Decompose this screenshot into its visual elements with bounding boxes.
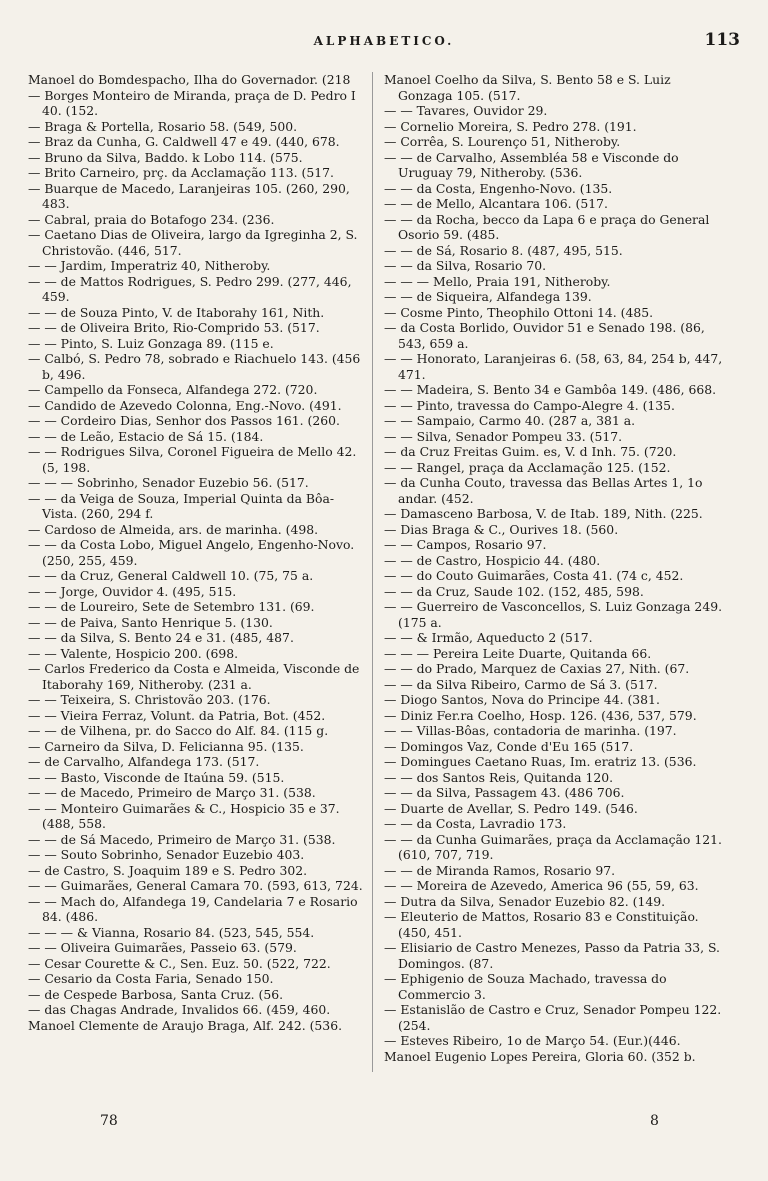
directory-entry: — Borges Monteiro de Miranda, praça de D. Pedro I 40. (152. <box>28 87 356 118</box>
directory-entry: — Diniz Fer.ra Coelho, Hosp. 126. (436, 537, 579. <box>384 707 697 723</box>
directory-entry: — — Teixeira, S. Christovão 203. (176. <box>28 692 271 707</box>
signature-mark-left: 78 <box>100 1113 118 1129</box>
directory-entry: — Bruno da Silva, Baddo. k Lobo 114. (575. <box>28 149 303 165</box>
directory-entry: — — da Cruz, Saude 102. (152, 485, 598. <box>384 583 644 599</box>
directory-entry: — Cosme Pinto, Theophilo Ottoni 14. (485. <box>384 304 654 320</box>
directory-entry: — Calbó, S. Pedro 78, sobrado e Riachuelo 143. (456 b, 496. <box>28 351 361 382</box>
column-divider <box>372 72 373 1072</box>
directory-entry: — Braga & Portella, Rosario 58. (549, 500. <box>28 118 298 134</box>
directory-entry: — Campello da Fonseca, Alfandega 272. (720. <box>28 382 318 397</box>
page-footer <box>0 1113 768 1137</box>
directory-entry: — — Rangel, praça da Acclamação 125. (152. <box>384 459 671 475</box>
directory-entry: — das Chagas Andrade, Invalidos 66. (459, 460. <box>28 1002 331 1017</box>
left-column <box>28 72 368 1033</box>
directory-entry: — de Cespede Barbosa, Santa Cruz. (56. <box>28 986 284 1002</box>
directory-entry: — Braz da Cunha, G. Caldwell 47 e 49. (440, 678. <box>28 134 340 149</box>
directory-entry: — Cesario da Costa Faria, Senado 150. <box>28 971 274 986</box>
directory-entry: — — — Pereira Leite Duarte, Quitanda 66. <box>384 645 652 661</box>
directory-entry: — — da Cunha Guimarães, praça da Acclamação 121. (610, 707, 719. <box>384 831 722 862</box>
directory-entry: — — Guimarães, General Camara 70. (593, 613, 724. <box>28 878 363 893</box>
directory-entry: — — de Mello, Alcantara 106. (517. <box>384 196 608 211</box>
directory-entry: — Dutra da Silva, Senador Euzebio 82. (149. <box>384 893 666 909</box>
right-column <box>384 72 726 1064</box>
directory-entry: — — — Mello, Praia 191, Nitheroby. <box>384 273 611 289</box>
directory-entry: — Diogo Santos, Nova do Principe 44. (381. <box>384 692 660 707</box>
directory-entry: — — Silva, Senador Pompeu 33. (517. <box>384 428 623 444</box>
directory-entry: — — Guerreiro de Vasconcellos, S. Luiz Gonzaga 249. (175 a. <box>384 599 723 630</box>
directory-entry: — — da Cruz, General Caldwell 10. (75, 75 a. <box>28 568 314 583</box>
directory-entry: — — de Vilhena, pr. do Sacco do Alf. 84. (115 g. <box>28 723 329 738</box>
directory-entry: — Dias Braga & C., Ourives 18. (560. <box>384 521 619 537</box>
directory-entry: — — Madeira, S. Bento 34 e Gambôa 149. (486, 668. <box>384 382 717 397</box>
directory-entry: Manoel Coelho da Silva, S. Bento 58 e S. Luiz Gonzaga 105. (517. <box>384 72 671 103</box>
directory-entry: — — Souto Sobrinho, Senador Euzebio 403. <box>28 847 305 862</box>
directory-entry: — — Oliveira Guimarães, Passeio 63. (579. <box>28 940 297 955</box>
directory-entry: — Cardoso de Almeida, ars. de marinha. (498. <box>28 521 319 537</box>
directory-entry: — Damasceno Barbosa, V. de Itab. 189, Nith. (225. <box>384 506 703 521</box>
directory-entry: — — Rodrigues Silva, Coronel Figueira de Mello 42. (5, 198. <box>28 444 357 475</box>
directory-entry: — Buarque de Macedo, Laranjeiras 105. (260, 290, 483. <box>28 180 350 211</box>
directory-entry: — Elisiario de Castro Menezes, Passo da Patria 33, S. Domingos. (87. <box>384 940 720 971</box>
directory-entry: — — de Sá, Rosario 8. (487, 495, 515. <box>384 242 623 258</box>
directory-entry: — — da Silva, Passagem 43. (486 706. <box>384 785 625 800</box>
directory-entry: — — Jorge, Ouvidor 4. (495, 515. <box>28 583 237 599</box>
directory-entry: Manoel Eugenio Lopes Pereira, Gloria 60. (352 b. <box>384 1048 696 1064</box>
directory-entry: — — de Oliveira Brito, Rio-Comprido 53. (517. <box>28 320 320 335</box>
directory-entry: — Cornelio Moreira, S. Pedro 278. (191. <box>384 118 637 134</box>
directory-entry: — — da Costa Lobo, Miguel Angelo, Engenho-Novo. (250, 255, 459. <box>28 537 355 568</box>
directory-entry: — — Sampaio, Carmo 40. (287 a, 381 a. <box>384 413 636 428</box>
directory-entry: — — de Castro, Hospicio 44. (480. <box>384 552 601 568</box>
directory-entry: — — da Silva Ribeiro, Carmo de Sá 3. (517. <box>384 676 658 692</box>
directory-entry: — da Cunha Couto, travessa das Bellas Artes 1, 1o andar. (452. <box>384 475 703 506</box>
directory-entry: — — & Irmão, Aqueducto 2 (517. <box>384 630 593 645</box>
directory-entry: — — Campos, Rosario 97. <box>384 537 547 552</box>
directory-entry: — — da Silva, Rosario 70. <box>384 258 547 273</box>
directory-entry: — — Villas-Bôas, contadoria de marinha. (197. <box>384 723 677 738</box>
directory-entry: — — Monteiro Guimarães & C., Hospicio 35 e 37. (488, 558. <box>28 800 340 831</box>
directory-entry: — — de Sá Macedo, Primeiro de Março 31. (538. <box>28 831 336 847</box>
directory-entry: Manoel Clemente de Araujo Braga, Alf. 242. (536. <box>28 1017 343 1033</box>
directory-entry: — Estanislão de Castro e Cruz, Senador Pompeu 122. (254. <box>384 1002 722 1033</box>
directory-entry: — — Basto, Visconde de Itaúna 59. (515. <box>28 769 285 785</box>
directory-entry: — Esteves Ribeiro, 1o de Março 54. (Eur.)(446. <box>384 1033 681 1048</box>
directory-entry: — Caetano Dias de Oliveira, largo da Igreginha 2, S. Christovão. (446, 517. <box>28 227 358 258</box>
directory-entry: — Cesar Courette & C., Sen. Euz. 50. (522, 722. <box>28 955 331 971</box>
directory-entry: — Brito Carneiro, prç. da Acclamação 113. (517. <box>28 165 334 180</box>
directory-entry: — — — & Vianna, Rosario 84. (523, 545, 554. <box>28 924 315 940</box>
directory-entry: — — de Carvalho, Assembléa 58 e Visconde do Uruguay 79, Nitheroby. (536. <box>384 149 679 180</box>
directory-entry: — Cabral, praia do Botafogo 234. (236. <box>28 211 275 227</box>
directory-entry: — Carneiro da Silva, D. Felicianna 95. (135. <box>28 738 304 754</box>
directory-entry: — — do Prado, Marquez de Caxias 27, Nith. (67. <box>384 661 690 676</box>
directory-entry: — — dos Santos Reis, Quitanda 120. <box>384 769 614 785</box>
signature-mark-right: 8 <box>650 1113 659 1129</box>
directory-entry: — — de Miranda Ramos, Rosario 97. <box>384 862 616 878</box>
directory-entry: — Domingos Vaz, Conde d'Eu 165 (517. <box>384 738 634 754</box>
directory-entry: — — Honorato, Laranjeiras 6. (58, 63, 84, 254 b, 447, 471. <box>384 351 723 382</box>
directory-entry: — — Jardim, Imperatriz 40, Nitheroby. <box>28 258 271 273</box>
directory-entry: — — Tavares, Ouvidor 29. <box>384 103 548 118</box>
directory-entry: — — de Leão, Estacio de Sá 15. (184. <box>28 428 264 444</box>
directory-entry: — — da Costa, Engenho-Novo. (135. <box>384 180 613 196</box>
directory-entry: — — de Souza Pinto, V. de Itaborahy 161, Nith. <box>28 304 325 320</box>
directory-entry: — — de Mattos Rodrigues, S. Pedro 299. (277, 446, 459. <box>28 273 352 304</box>
directory-entry: — — Vieira Ferraz, Volunt. da Patria, Bot. (452. <box>28 707 326 723</box>
directory-entry: — — da Costa, Lavradio 173. <box>384 816 567 831</box>
directory-entry: — — de Paiva, Santo Henrique 5. (130. <box>28 614 273 630</box>
directory-entry: — — — Sobrinho, Senador Euzebio 56. (517. <box>28 475 309 490</box>
directory-entry: — Carlos Frederico da Costa e Almeida, Visconde de Itaborahy 169, Nitheroby. (231 a. <box>28 661 360 692</box>
directory-entry: — Corrêa, S. Lourenço 51, Nitheroby. <box>384 134 621 149</box>
directory-entry: — de Carvalho, Alfandega 173. (517. <box>28 754 260 769</box>
directory-entry: — da Costa Borlido, Ouvidor 51 e Senado 198. (86, 543, 659 a. <box>384 320 705 351</box>
directory-entry: — Domingues Caetano Ruas, Im. eratriz 13. (536. <box>384 754 697 769</box>
directory-entry: — — Pinto, travessa do Campo-Alegre 4. (135. <box>384 397 675 413</box>
directory-entry: — Eleuterio de Mattos, Rosario 83 e Constituição. (450, 451. <box>384 909 699 940</box>
running-title: ALPHABETICO. <box>313 34 455 48</box>
directory-entry: — da Cruz Freitas Guim. es, V. d Inh. 75. (720. <box>384 444 677 459</box>
directory-entry: — de Castro, S. Joaquim 189 e S. Pedro 302. <box>28 862 308 878</box>
directory-entry: — — Cordeiro Dias, Senhor dos Passos 161. (260. <box>28 413 340 428</box>
directory-entry: — — de Siqueira, Alfandega 139. <box>384 289 592 304</box>
directory-entry: Manoel do Bomdespacho, Ilha do Governador. (218 <box>28 72 351 87</box>
directory-entry: — — Pinto, S. Luiz Gonzaga 89. (115 e. <box>28 335 274 351</box>
directory-entry: — — Valente, Hospicio 200. (698. <box>28 645 239 661</box>
directory-entry: — — da Rocha, becco da Lapa 6 e praça do General Osorio 59. (485. <box>384 211 710 242</box>
page-header <box>0 30 768 54</box>
directory-entry: — — de Loureiro, Sete de Setembro 131. (69. <box>28 599 315 614</box>
directory-entry: — — de Macedo, Primeiro de Março 31. (538. <box>28 785 316 800</box>
directory-entry: — — Mach do, Alfandega 19, Candelaria 7 e Rosario 84. (486. <box>28 893 358 924</box>
directory-entry: — — da Veiga de Souza, Imperial Quinta da Bôa-Vista. (260, 294 f. <box>28 490 335 521</box>
page-number: 113 <box>704 30 740 50</box>
directory-entry: — — do Couto Guimarães, Costa 41. (74 c, 452. <box>384 568 684 583</box>
directory-entry: — Duarte de Avellar, S. Pedro 149. (546. <box>384 800 638 816</box>
directory-entry: — — Moreira de Azevedo, America 96 (55, 59, 63. <box>384 878 699 893</box>
directory-entry: — Ephigenio de Souza Machado, travessa do Commercio 3. <box>384 971 667 1002</box>
directory-entry: — Candido de Azevedo Colonna, Eng.-Novo. (491. <box>28 397 342 413</box>
directory-entry: — — da Silva, S. Bento 24 e 31. (485, 487. <box>28 630 294 645</box>
